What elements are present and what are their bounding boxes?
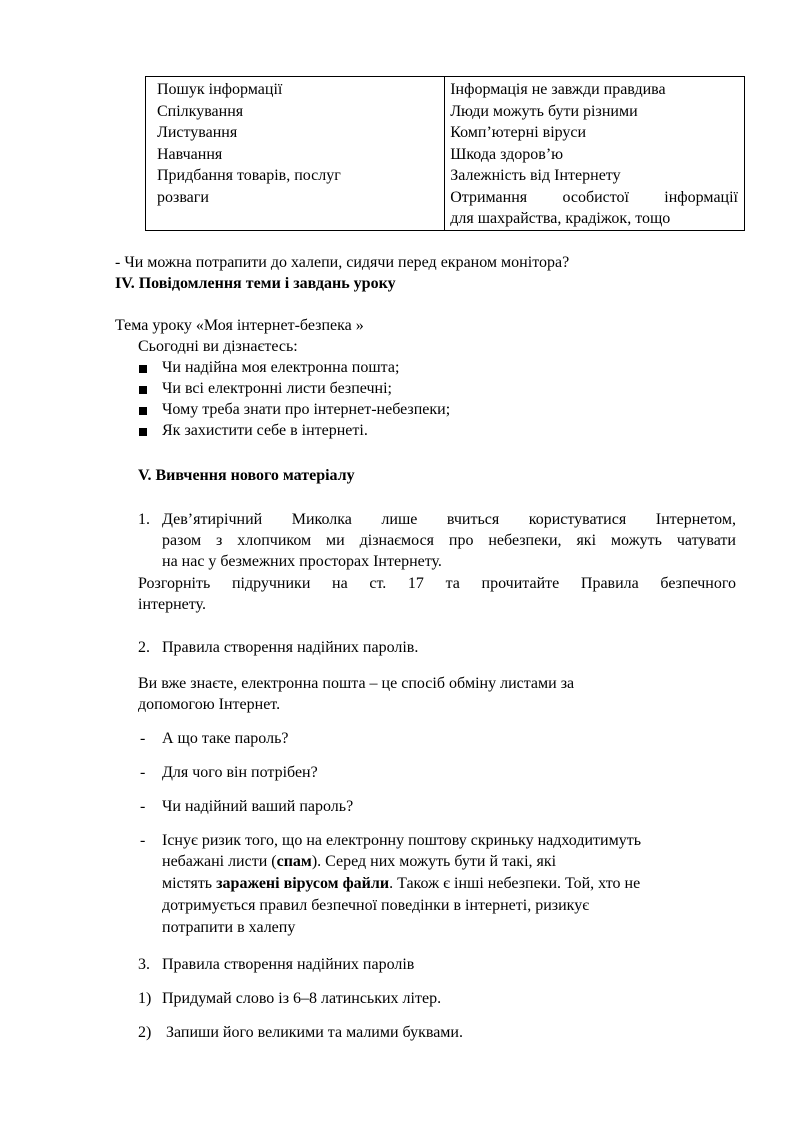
section-title: IV. Повідомлення теми і завдань уроку [115,275,396,292]
list-number: 1. [138,511,150,528]
word: інформації [664,188,738,206]
text-run: небажані листи ( [162,853,277,870]
word: Інтернетом, [655,511,736,528]
paragraph-line: Ви вже знаєте, електронна пошта – це спосіб обміну листами за [138,675,575,692]
paragraph-line: допомогою Інтернет. [138,696,281,713]
table-right-line: для шахрайства, крадіжок, тощо [450,210,671,227]
paragraph-line: Придумай слово із 6–8 латинських літер. [162,990,442,1007]
bold-term-infected-files: заражені вірусом файли [216,875,390,892]
table-right-line: Комп’ютерні віруси [450,124,587,141]
text-run: ). Серед них можуть бути й такі, які [311,853,557,870]
word: користуватися [528,511,627,528]
list-item: Чи надійна моя електронна пошта; [162,359,400,376]
paragraph-line-justified [162,531,736,551]
paragraph-line: Правила створення надійних паролів [162,956,415,973]
table-left-line: Навчання [157,145,223,163]
word: вчиться [446,511,500,528]
paragraph-line: на нас у безмежних просторах Інтернету. [162,553,442,570]
list-number: 2) [138,1024,152,1041]
bullet-icon [139,407,147,415]
word: хлопчиком [237,532,312,549]
paragraph-line: Правила створення надійних паролів. [162,639,419,656]
paragraph-line: Існує ризик того, що на електронну поштову скриньку надходитимуть [162,832,641,849]
internet-uses-cell [146,77,445,231]
question-item: Для чого він потрібен? [162,764,318,781]
section-title: V. Вивчення нового матеріалу [138,467,355,484]
word: небезпеки, [488,532,562,549]
bold-term-spam: спам [276,853,312,870]
dash-marker: - [140,832,146,849]
paragraph-line-justified [162,510,736,530]
word: ст. [369,575,387,592]
table-right-line: Інформація не завжди правдива [450,81,666,98]
word: Правила [580,575,639,592]
internet-pros-cons-table [145,76,745,231]
word: прочитайте [481,575,560,592]
question-text: - Чи можна потрапити до халепи, сидячи перед екраном монітора? [115,254,570,271]
word: особистої [562,188,629,206]
paragraph-line: інтернету. [138,596,206,613]
table-left-line: розваги [157,188,209,206]
list-number: 3. [138,956,150,973]
list-item: Чому треба знати про інтернет-небезпеки; [162,401,451,418]
word: та [445,575,460,592]
word: дізнаємося [359,532,435,549]
today-intro: Сьогодні ви дізнаєтесь: [138,338,298,355]
word: про [448,532,474,549]
question-item: Чи надійний ваший пароль? [162,798,354,815]
word: Дев’ятирічний [162,511,263,528]
word: Миколка [291,511,352,528]
bullet-icon [139,386,147,394]
word: безпечного [660,575,736,592]
question-item: А що таке пароль? [162,730,289,747]
bullet-icon [139,365,147,373]
table-left-line: Пошук інформації [157,81,283,98]
word: Отримання [450,188,528,206]
dash-marker: - [140,764,146,781]
word: з [216,532,223,549]
table-right-line-justified [445,187,744,209]
table-left-line: Придбання товарів, послуг [157,167,341,184]
table-right-line: Люди можуть бути різними [450,102,638,120]
table-right-line: Шкода здоров’ю [450,145,564,163]
table-left-line: Спілкування [157,102,244,120]
paragraph-line: потрапити в халепу [162,919,296,936]
text-run: містять [162,875,217,892]
lesson-topic: Тема уроку «Моя інтернет-безпека » [115,317,364,334]
word: на [332,575,348,592]
list-number: 1) [138,990,152,1007]
dash-marker: - [140,798,146,815]
word: які [576,532,597,549]
word: лише [381,511,418,528]
paragraph-line [162,874,640,894]
bullet-icon [139,428,147,436]
paragraph-line [162,852,556,872]
word: 17 [407,575,424,592]
word: можуть [610,532,662,549]
paragraph-line-justified [138,574,736,594]
internet-dangers-cell [445,77,745,231]
list-item: Чи всі електронні листи безпечні; [162,380,392,397]
list-item: Як захистити себе в інтернеті. [162,422,368,439]
paragraph-line: дотримується правил безпечної поведінки в інтернеті, ризикує [162,897,590,914]
word: разом [162,532,202,549]
dash-marker: - [140,730,146,747]
word: ми [326,532,345,549]
word: Розгорніть [138,575,211,592]
paragraph-line: Запиши його великими та малими буквами. [166,1024,463,1041]
table-right-line: Залежність від Інтернету [450,167,621,184]
word: підручники [231,575,311,592]
word: чатувати [676,532,736,549]
text-run: . Також є інші небезпеки. Той, хто не [389,875,641,892]
list-number: 2. [138,639,150,656]
table-left-line: Листування [157,124,238,141]
